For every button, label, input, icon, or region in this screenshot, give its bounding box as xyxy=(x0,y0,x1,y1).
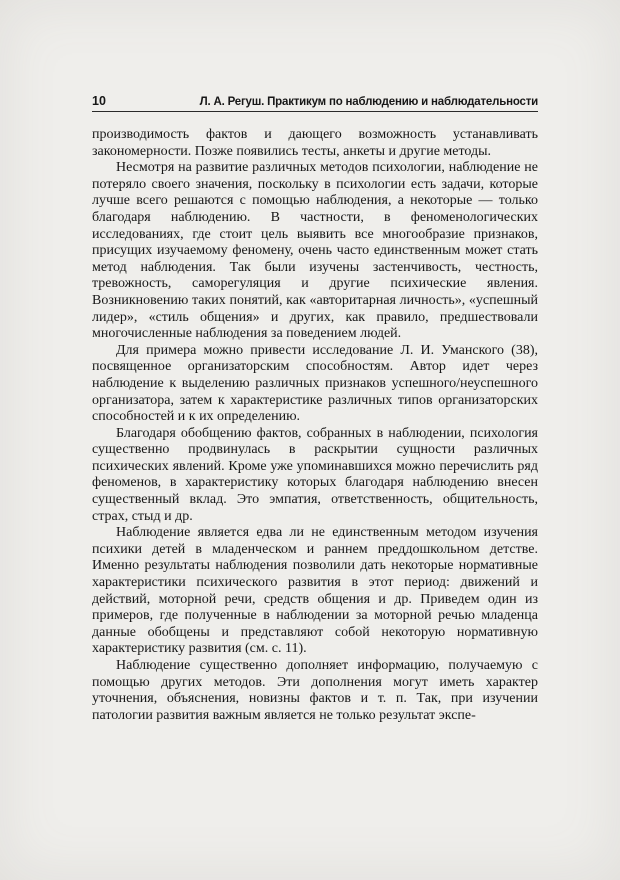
paragraph: Для примера можно привести исследование Л. И. Уманского (38), посвященное организаторским способностям. Автор идет через наблюдение к выделению различных признаков успешного/неуспешного организатора, затем к характеристике различных типов организаторских способностей и к их определению. xyxy=(92,342,538,425)
page-header xyxy=(92,94,538,112)
page-body xyxy=(92,127,538,724)
paragraph: производимость фактов и дающего возможность устанавливать закономерности. Позже появились тесты, анкеты и другие методы. xyxy=(92,127,538,159)
page-number: 10 xyxy=(92,94,106,108)
running-title: Л. А. Регуш. Практикум по наблюдению и наблюдательности xyxy=(199,96,538,108)
paragraph: Наблюдение существенно дополняет информацию, получаемую с помощью других методов. Эти дополнения могут иметь характер уточнения, объяснения, новизны фактов и т. п. Так, при изучении патологии развития важным является не только результат экспе- xyxy=(92,658,538,723)
paragraph: Наблюдение является едва ли не единственным методом изучения психики детей в младенческом и раннем преддошкольном детстве. Именно результаты наблюдения позволили дать некоторые нормативные характеристики психического развития в этот период: движений и действий, моторной речи, средств общения и др. Приведем один из примеров, где полученные в наблюдении за моторной речью младенца данные обобщены и представляют собой некоторую нормативную характеристику развития (см. с. 11). xyxy=(92,525,538,657)
paragraph: Благодаря обобщению фактов, собранных в наблюдении, психология существенно продвинулась в раскрытии сущности различных психических явлений. Кроме уже упоминавшихся можно перечислить ряд феноменов, в характеристику которых благодаря наблюдению внесен существенный вклад. Это эмпатия, ответственность, общительность, страх, стыд и др. xyxy=(92,425,538,524)
paragraph: Несмотря на развитие различных методов психологии, наблюдение не потеряло своего значения, поскольку в психологии есть задачи, которые лучше всего решаются с помощью наблюдения, а некоторые — только благодаря наблюдению. В частности, в феноменологических исследованиях, где стоит цель выявить все многообразие признаков, присущих изучаемому феномену, очень часто единственным может стать метод наблюдения. Так были изучены застенчивость, честность, тревожность, саморегуляция и другие психические явления. Возникновению таких понятий, как «авторитарная личность», «успешный лидер», «стиль общения» и других, как правило, предшествовали многочисленные наблюдения за поведением людей. xyxy=(92,160,538,342)
page-content xyxy=(92,94,538,724)
